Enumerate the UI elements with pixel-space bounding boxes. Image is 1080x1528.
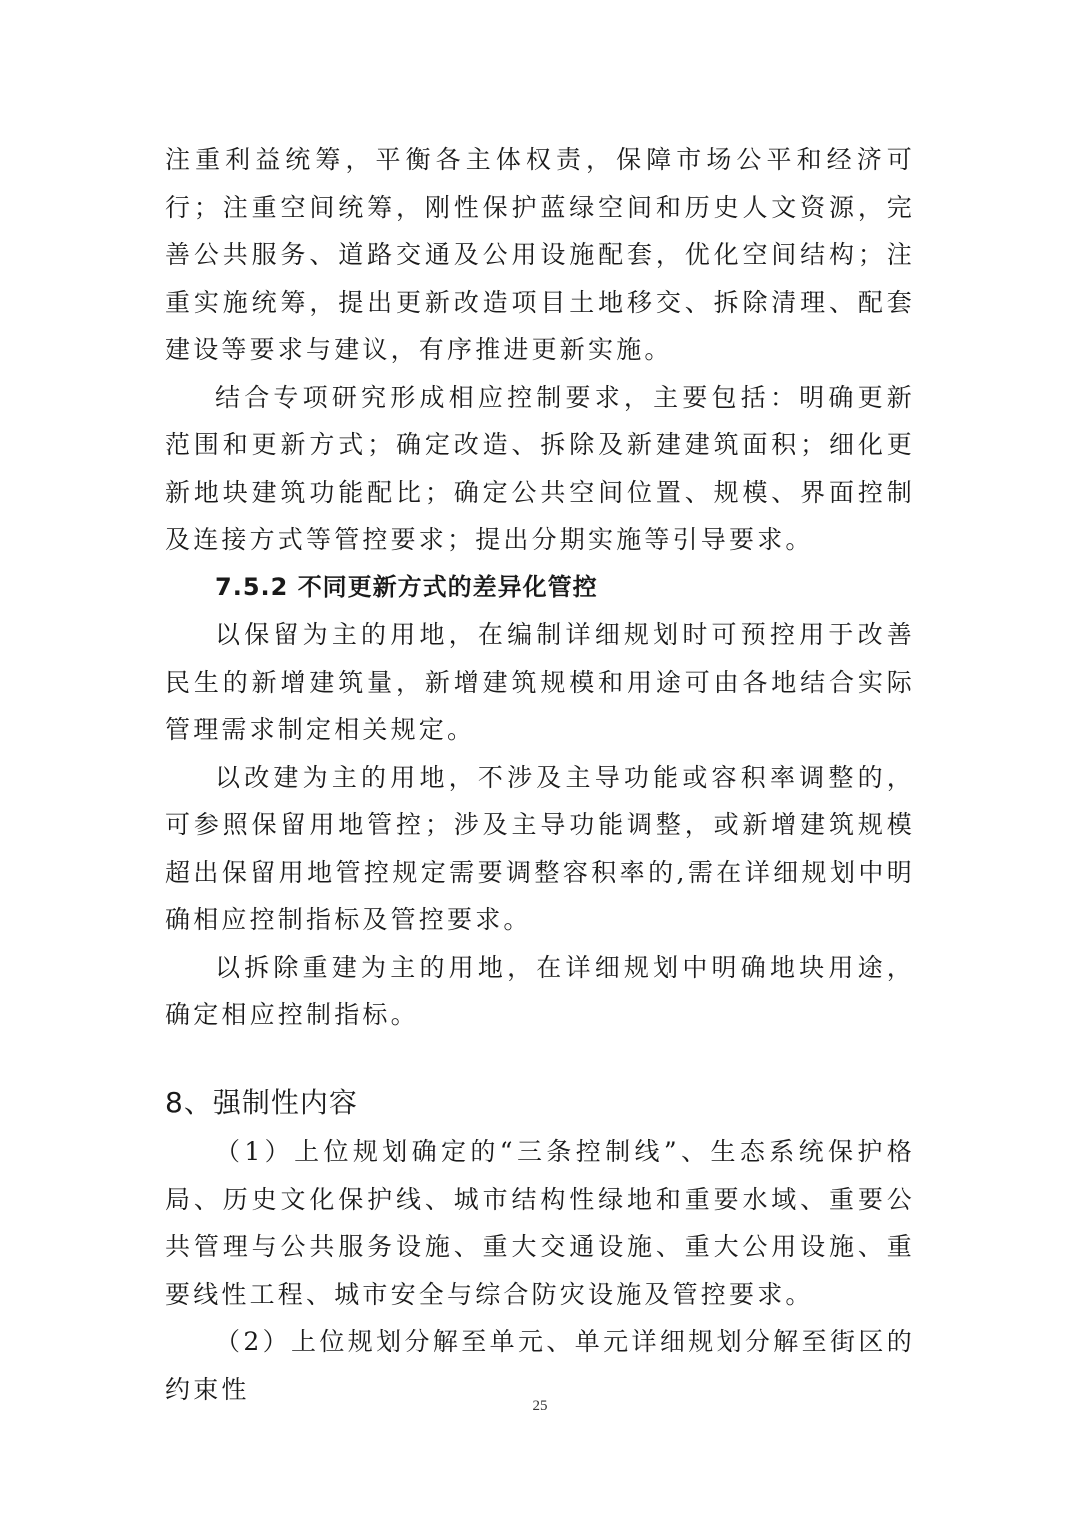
paragraph-mandatory-2: （2）上位规划分解至单元、单元详细规划分解至街区的约束性 xyxy=(165,1327,915,1404)
paragraph-continued: 注重利益统筹，平衡各主体权责，保障市场公平和经济可行；注重空间统筹，刚性保护蓝绿空间和历史人文资源，完善公共服务、道路交通及公用设施配套，优化空间结构；注重实施统筹，提出更新改造项目土地移交、拆除清理、配套建设等要求与建议，有序推进更新实施。 xyxy=(165,145,915,364)
section-heading-8: 8、强制性内容 xyxy=(165,1086,358,1119)
paragraph-mandatory-1: （1）上位规划确定的“三条控制线”、生态系统保护格局、历史文化保护线、城市结构性绿地和重要水域、重要公共管理与公共服务设施、重大交通设施、重大公用设施、重要线性工程、城市安全与综合防灾设施及管控要求。 xyxy=(165,1137,915,1309)
paragraph-demolish-land: 以拆除重建为主的用地，在详细规划中明确地块用途，确定相应控制指标。 xyxy=(165,952,915,1029)
paragraph-rebuild-land: 以改建为主的用地，不涉及主导功能或容积率调整的，可参照保留用地管控；涉及主导功能调整，或新增建筑规模超出保留用地管控规定需要调整容积率的,需在详细规划中明确相应控制指标及管控要求。 xyxy=(165,762,915,934)
paragraph-retain-land: 以保留为主的用地，在编制详细规划时可预控用于改善民生的新增建筑量，新增建筑规模和用途可由各地结合实际管理需求制定相关规定。 xyxy=(165,620,915,744)
body-text-lower xyxy=(165,1128,915,1413)
subheading-7-5-2: 7.5.2 不同更新方式的差异化管控 xyxy=(215,572,598,601)
body-text-upper xyxy=(165,136,915,1039)
page-number: 25 xyxy=(532,1398,548,1414)
paragraph-control-requirements: 结合专项研究形成相应控制要求，主要包括：明确更新范围和更新方式；确定改造、拆除及新建建筑面积；细化更新地块建筑功能配比；确定公共空间位置、规模、界面控制及连接方式等管控要求；提出分期实施等引导要求。 xyxy=(165,382,915,554)
